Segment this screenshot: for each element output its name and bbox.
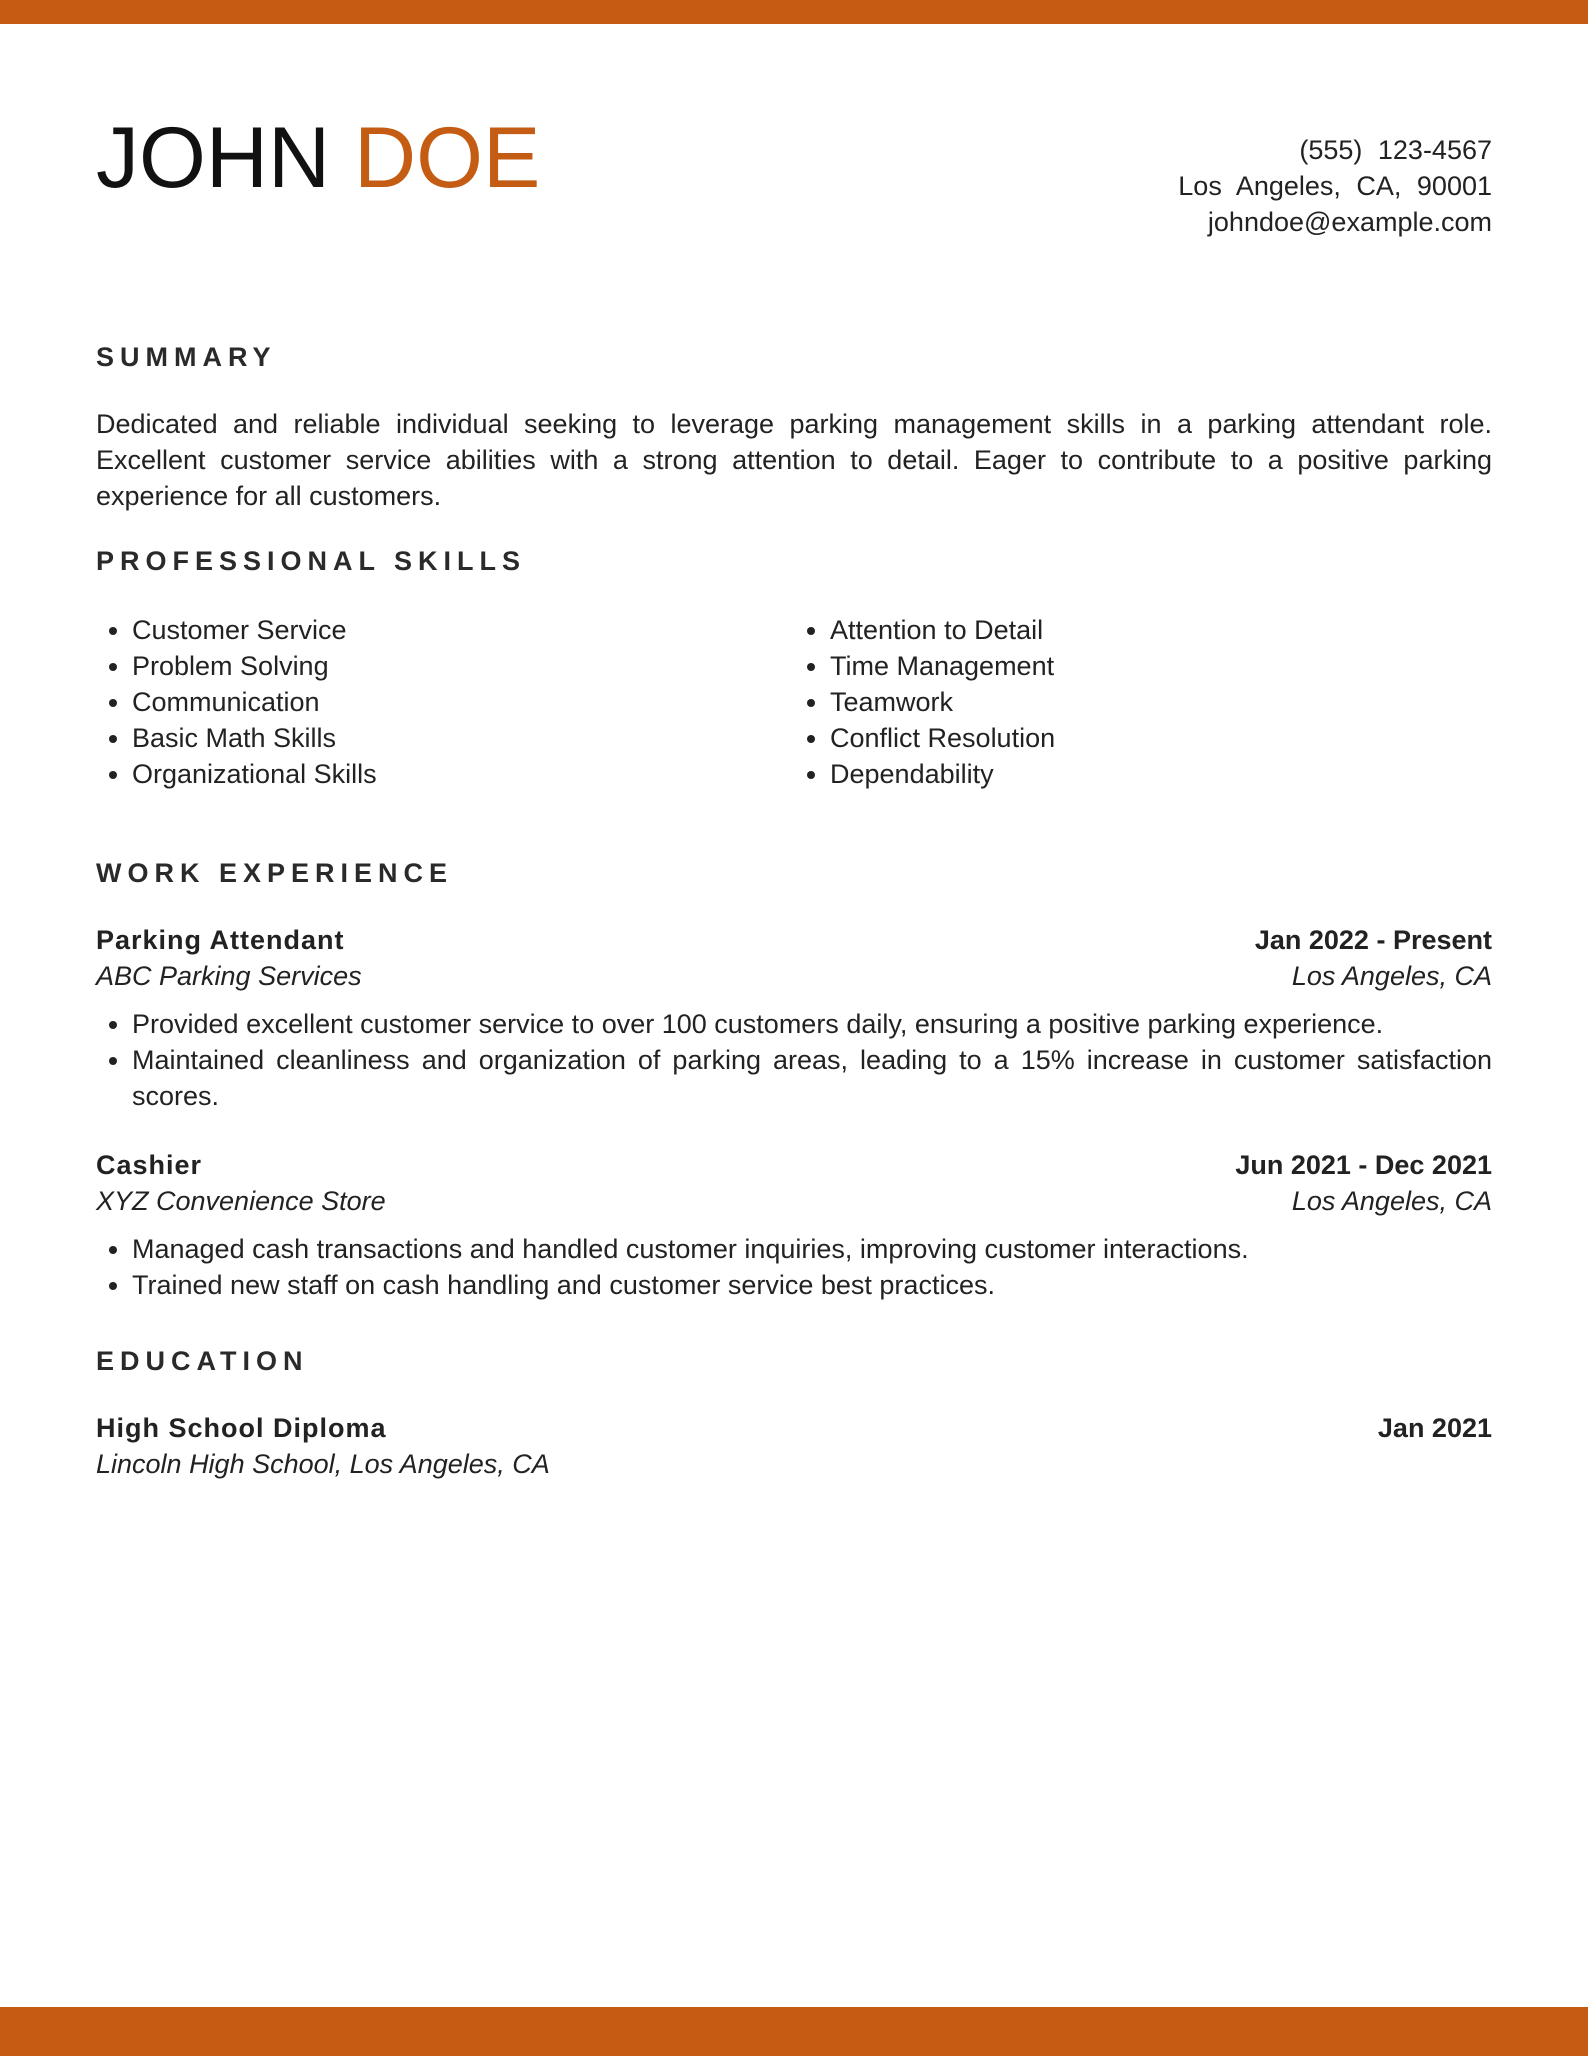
- job-bullet: • Provided excellent customer service to over 100 customers daily, ensuring a positive parking experience.: [132, 1006, 1492, 1042]
- job-bullet: • Managed cash transactions and handled customer inquiries, improving customer interactions.: [132, 1231, 1492, 1267]
- skill-item: • Organizational Skills: [132, 756, 377, 792]
- phone-number: (555) 123-4567: [1299, 135, 1492, 165]
- job-location: Los Angeles, CA: [1291, 1186, 1492, 1216]
- skill-item: • Problem Solving: [132, 648, 377, 684]
- skills-list-left: [96, 612, 377, 792]
- job-entry: [96, 922, 1492, 1114]
- skill-item: • Communication: [132, 684, 377, 720]
- email-address: johndoe@example.com: [1207, 207, 1492, 237]
- job-bullets: [96, 1231, 1492, 1303]
- job-bullet: • Maintained cleanliness and organization of parking areas, leading to a 15% increase in customer satisfaction scores.: [132, 1042, 1492, 1114]
- job-company: ABC Parking Services: [96, 961, 362, 991]
- job-location: Los Angeles, CA: [1291, 961, 1492, 991]
- degree: High School Diploma: [96, 1413, 387, 1443]
- skills-heading: PROFESSIONAL SKILLS: [96, 546, 527, 576]
- school-name: Lincoln High School, Los Angeles, CA: [96, 1449, 550, 1479]
- job-bullets: [96, 1006, 1492, 1114]
- job-bullet: • Trained new staff on cash handling and customer service best practices.: [132, 1267, 1492, 1303]
- job-company: XYZ Convenience Store: [96, 1186, 386, 1216]
- bottom-accent-bar: [0, 2007, 1588, 2056]
- contact-info: [1178, 132, 1492, 240]
- education-date: Jan 2021: [1377, 1413, 1492, 1443]
- job-entry: [96, 1147, 1492, 1303]
- summary-heading: SUMMARY: [96, 342, 277, 372]
- education-heading: EDUCATION: [96, 1346, 309, 1376]
- experience-heading: WORK EXPERIENCE: [96, 858, 454, 888]
- skill-item: • Attention to Detail: [830, 612, 1055, 648]
- first-name: JOHN: [96, 110, 331, 206]
- skill-item: • Dependability: [830, 756, 1055, 792]
- job-dates: Jun 2021 - Dec 2021: [1235, 1150, 1492, 1180]
- skill-item: • Basic Math Skills: [132, 720, 377, 756]
- skill-item: • Conflict Resolution: [830, 720, 1055, 756]
- job-title: Cashier: [96, 1150, 203, 1180]
- skill-item: • Customer Service: [132, 612, 377, 648]
- skill-item: • Time Management: [830, 648, 1055, 684]
- job-dates: Jan 2022 - Present: [1254, 925, 1492, 955]
- skill-item: • Teamwork: [830, 684, 1055, 720]
- summary-text: Dedicated and reliable individual seeking to leverage parking management skills in a parking attendant role. Excellent customer service abilities with a strong attention to detail. Eager to contribute to a positive parking experience for all customers.: [96, 409, 1492, 511]
- resume-header: [96, 108, 1492, 268]
- last-name: DOE: [354, 110, 541, 206]
- candidate-name: [96, 108, 540, 208]
- education-entry: [96, 1410, 1492, 1482]
- address: Los Angeles, CA, 90001: [1178, 171, 1492, 201]
- skills-list-right: [794, 612, 1055, 792]
- job-title: Parking Attendant: [96, 925, 345, 955]
- top-accent-bar: [0, 0, 1588, 24]
